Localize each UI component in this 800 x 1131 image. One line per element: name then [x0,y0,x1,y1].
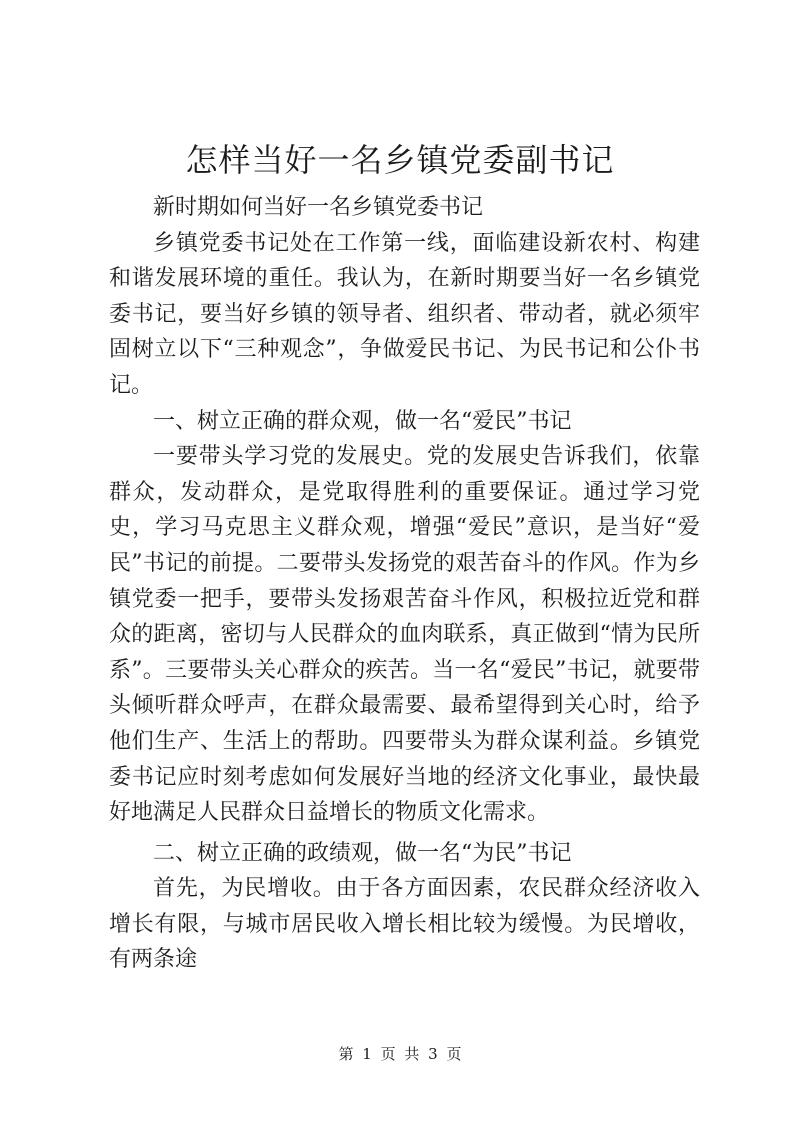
subtitle: 新时期如何当好一名乡镇党委书记 [153,195,484,220]
document-title: 怎样当好一名乡镇党委副书记 [185,141,615,179]
paragraph-section-2: 首先，为民增收。由于各方面因素，农民群众经济收入增长有限，与城市居民收入增长相比较为缓慢。为民增收，有两条途 [109,876,700,973]
paragraph-section-1: 一要带头学习党的发展史。党的发展史告诉我们，依靠群众，发动群众，是党取得胜利的重要保证。通过学习党史，学习马克思主义群众观，增强“爱民”意识，是当好“爱民”书记的前提。二要带头发扬党的艰苦奋斗的作风。作为乡镇党委一把手，要带头发扬艰苦奋斗作风，积极拉近党和群众的距离，密切与人民群众的血肉联系，真正做到“情为民所系”。三要带头关心群众的疾苦。当一名“爱民”书记，就要带头倾听群众呼声，在群众最需要、最希望得到关心时，给予他们生产、生活上的帮助。四要带头为群众谋利益。乡镇党委书记应时刻考虑如何发展好当地的经济文化事业，最快最好地满足人民群众日益增长的物质文化需求。 [109,444,700,826]
section-heading-1: 一、树立正确的群众观，做一名“爱民”书记 [153,408,572,434]
paragraph-intro: 乡镇党委书记处在工作第一线，面临建设新农村、构建和谐发展环境的重任。我认为，在新时期要当好一名乡镇党委书记，要当好乡镇的领导者、组织者、带动者，就必须牢固树立以下“三种观念”，争做爱民书记、为民书记和公仆书记。 [109,230,700,398]
document-body [109,190,700,978]
page-footer: 第 1 页 共 3 页 [338,1045,462,1063]
section-heading-2: 二、树立正确的政绩观，做一名“为民”书记 [153,840,572,866]
